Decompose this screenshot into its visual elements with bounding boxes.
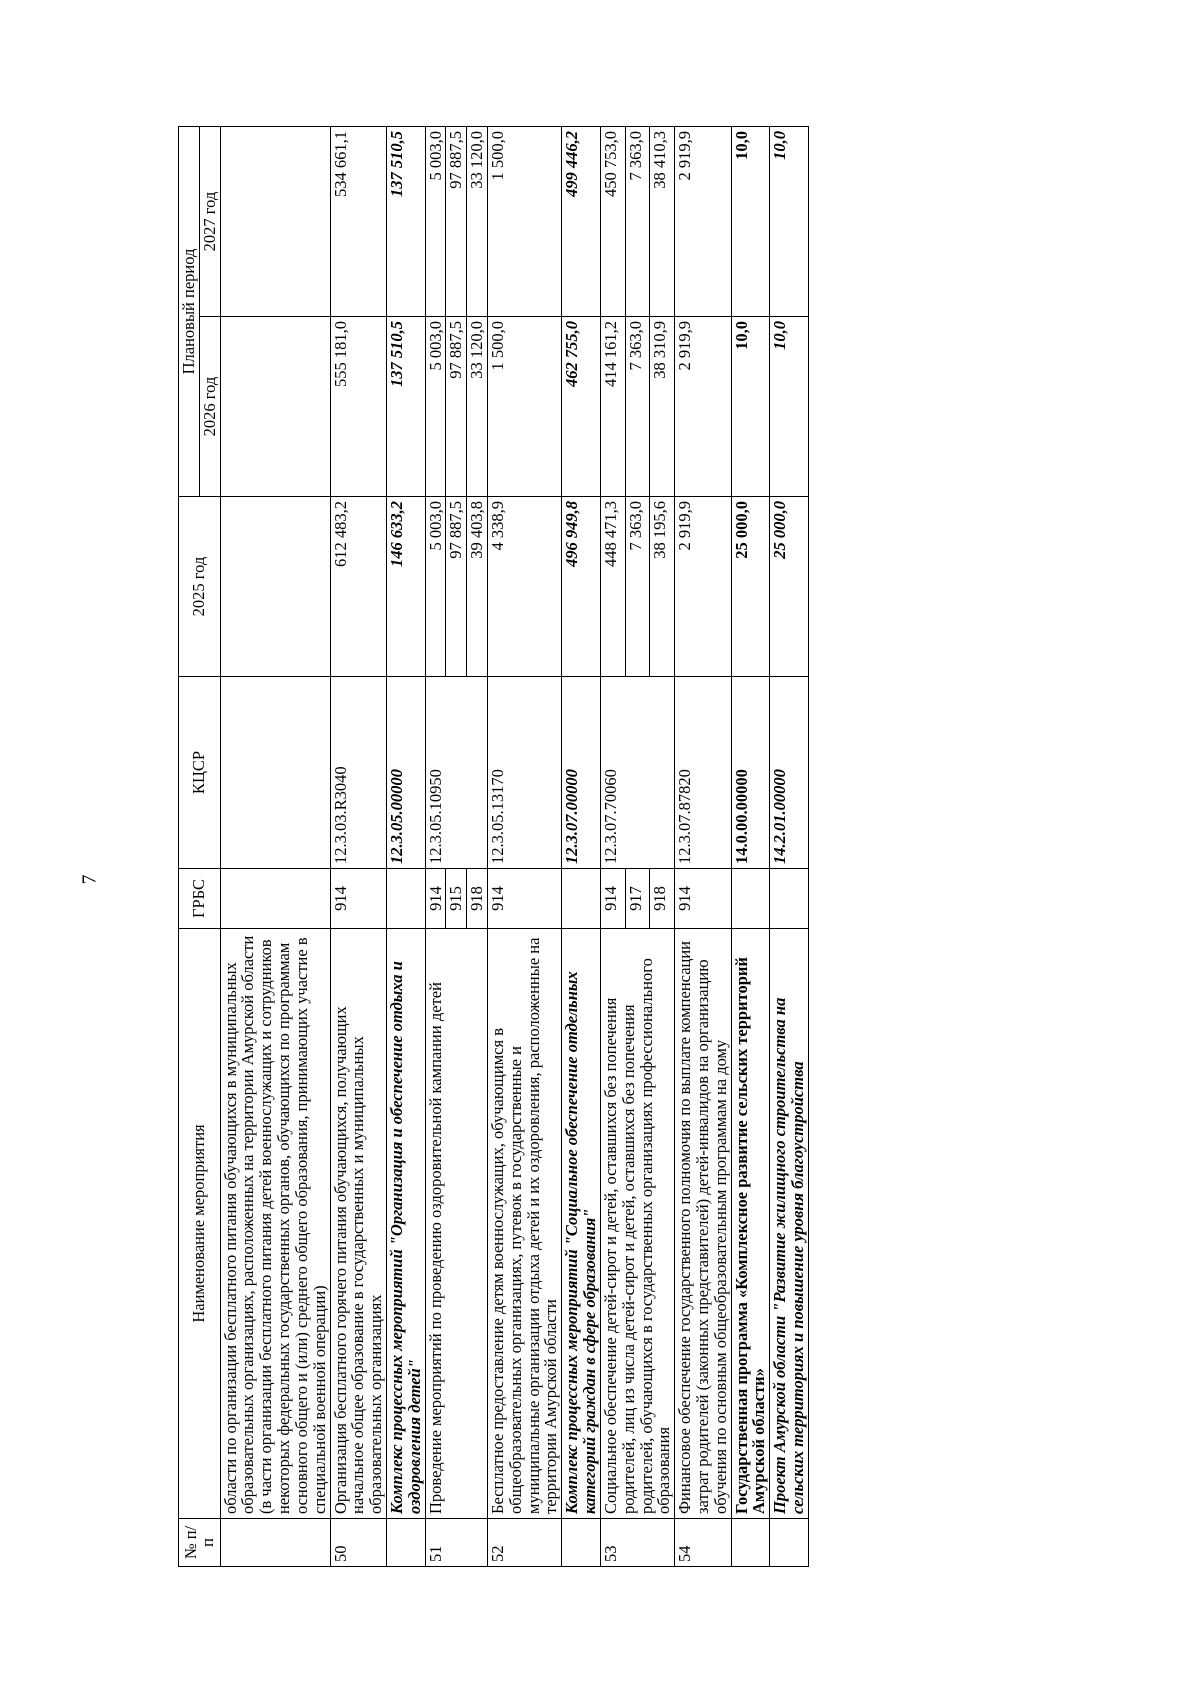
program-row <box>731 126 770 1566</box>
row-2027: 2 919,9 <box>675 126 731 316</box>
row-2025: 5 003,0 <box>425 497 446 677</box>
row-2027: 97 887,5 <box>446 126 467 316</box>
row-2025: 612 483,2 <box>330 497 386 677</box>
budget-table <box>178 126 809 1567</box>
row-2025: 2 919,9 <box>675 497 731 677</box>
row-2027: 5 003,0 <box>425 126 446 316</box>
table-row <box>488 126 562 1566</box>
row-2027: 450 753,0 <box>600 126 625 316</box>
row-2026: 10,0 <box>731 317 770 497</box>
row-kcsr: 12.3.07.87820 <box>675 677 731 869</box>
row-2027: 7 363,0 <box>625 126 650 316</box>
row-2027: 1 500,0 <box>488 126 562 316</box>
complex-row <box>562 126 601 1566</box>
complex-row <box>386 126 425 1566</box>
row-name: Проведение мероприятий по проведению оздоровительной кампании детей <box>425 929 487 1519</box>
row-name: области по организации бесплатного питания обучающихся в муниципальных образовательных организациях, расположенных на территории Амурской области (в части организации бесплатного питания детей военнослужащих и сотрудников некоторых федеральных государственных органов, обучающихся по программам основного общего и (или) среднего общего образования, принимающих участие в специальной военной операции) <box>220 929 330 1519</box>
row-name: Социальное обеспечение детей-сирот и детей, оставшихся без попечения родителей, лиц из числа детей-сирот и детей, оставшихся без попечения родителей, обучающихся в государственных организациях профессионального образования <box>600 929 674 1519</box>
project-row <box>770 126 809 1566</box>
row-grbs: 917 <box>625 869 650 929</box>
row-2026: 555 181,0 <box>330 317 386 497</box>
row-num: 54 <box>675 1519 731 1567</box>
table-row <box>600 126 625 1566</box>
row-2025: 25 000,0 <box>770 497 809 677</box>
row-2027: 10,0 <box>731 126 770 316</box>
row-2027: 534 661,1 <box>330 126 386 316</box>
row-2026: 1 500,0 <box>488 317 562 497</box>
row-2026: 38 310,9 <box>650 317 675 497</box>
col-name: Наименование мероприятия <box>179 929 221 1519</box>
table-row <box>675 126 731 1566</box>
col-num: № п/п <box>179 1519 221 1567</box>
row-2025: 496 949,8 <box>562 497 601 677</box>
row-name: Комплекс процессных мероприятий "Организация и обеспечение отдыха и оздоровления детей" <box>386 929 425 1519</box>
row-2025: 39 403,8 <box>467 497 488 677</box>
table-row <box>330 126 386 1566</box>
row-2027: 499 446,2 <box>562 126 601 316</box>
row-2027: 38 410,3 <box>650 126 675 316</box>
row-kcsr: 12.3.07.00000 <box>562 677 601 869</box>
row-2026: 2 919,9 <box>675 317 731 497</box>
row-num: 52 <box>488 1519 562 1567</box>
row-2027: 10,0 <box>770 126 809 316</box>
row-2026: 137 510,5 <box>386 317 425 497</box>
row-num: 50 <box>330 1519 386 1567</box>
row-kcsr: 12.3.05.13170 <box>488 677 562 869</box>
row-2027: 33 120,0 <box>467 126 488 316</box>
row-grbs: 918 <box>650 869 675 929</box>
row-2025: 38 195,6 <box>650 497 675 677</box>
row-kcsr: 14.0.00.00000 <box>731 677 770 869</box>
row-name: Проект Амурской области "Развитие жилищного строительства на сельских территориях и повышение уровня благоустройства <box>770 929 809 1519</box>
row-2025: 25 000,0 <box>731 497 770 677</box>
table-row <box>220 126 330 1566</box>
row-grbs: 915 <box>446 869 467 929</box>
row-name: Комплекс процессных мероприятий "Социальное обеспечение отдельных категорий граждан в сфере образования" <box>562 929 601 1519</box>
row-2025: 4 338,9 <box>488 497 562 677</box>
col-plan: Плановый период <box>179 126 200 496</box>
col-grbs: ГРБС <box>179 869 221 929</box>
col-2027: 2027 год <box>199 126 220 316</box>
col-2026: 2026 год <box>199 317 220 497</box>
row-grbs: 914 <box>600 869 625 929</box>
row-name: Организация бесплатного горячего питания обучающихся, получающих начальное общее образование в государственных и муниципальных образовательных организациях <box>330 929 386 1519</box>
row-2025: 448 471,3 <box>600 497 625 677</box>
row-2026: 33 120,0 <box>467 317 488 497</box>
row-num: 51 <box>425 1519 487 1567</box>
rotated-page <box>178 127 1058 1567</box>
row-name: Финансовое обеспечение государственного полномочия по выплате компенсации затрат родителей (законных представителей) детей-инвалидов на организацию обучения по основным общеобразовательным программам на дому <box>675 929 731 1519</box>
col-2025: 2025 год <box>179 497 221 677</box>
row-2025: 146 633,2 <box>386 497 425 677</box>
table-row <box>425 126 446 1566</box>
header-row <box>179 126 200 1566</box>
row-2027: 137 510,5 <box>386 126 425 316</box>
row-grbs: 914 <box>330 869 386 929</box>
row-grbs: 918 <box>467 869 488 929</box>
row-2026: 10,0 <box>770 317 809 497</box>
row-2026: 97 887,5 <box>446 317 467 497</box>
row-2026: 462 755,0 <box>562 317 601 497</box>
row-num: 53 <box>600 1519 674 1567</box>
row-grbs: 914 <box>425 869 446 929</box>
row-num <box>220 1519 330 1567</box>
row-kcsr: 12.3.07.70060 <box>600 677 674 869</box>
row-kcsr: 14.2.01.00000 <box>770 677 809 869</box>
row-name: Государственная программа «Комплексное развитие сельских территорий Амурской области» <box>731 929 770 1519</box>
row-kcsr: 12.3.03.R3040 <box>330 677 386 869</box>
row-2026: 7 363,0 <box>625 317 650 497</box>
row-kcsr: 12.3.05.10950 <box>425 677 487 869</box>
row-2026: 5 003,0 <box>425 317 446 497</box>
col-kcsr: КЦСР <box>179 677 221 869</box>
row-name: Бесплатное предоставление детям военнослужащих, обучающимся в общеобразовательных организациях, путевок в государственные и муниципальные организации отдыха детей и их оздоровления, расположенные на территории Амурской области <box>488 929 562 1519</box>
row-2025: 7 363,0 <box>625 497 650 677</box>
row-grbs: 914 <box>488 869 562 929</box>
row-kcsr: 12.3.05.00000 <box>386 677 425 869</box>
row-2026: 414 161,2 <box>600 317 625 497</box>
row-2025: 97 887,5 <box>446 497 467 677</box>
page-number: 7 <box>78 874 101 885</box>
row-grbs: 914 <box>675 869 731 929</box>
